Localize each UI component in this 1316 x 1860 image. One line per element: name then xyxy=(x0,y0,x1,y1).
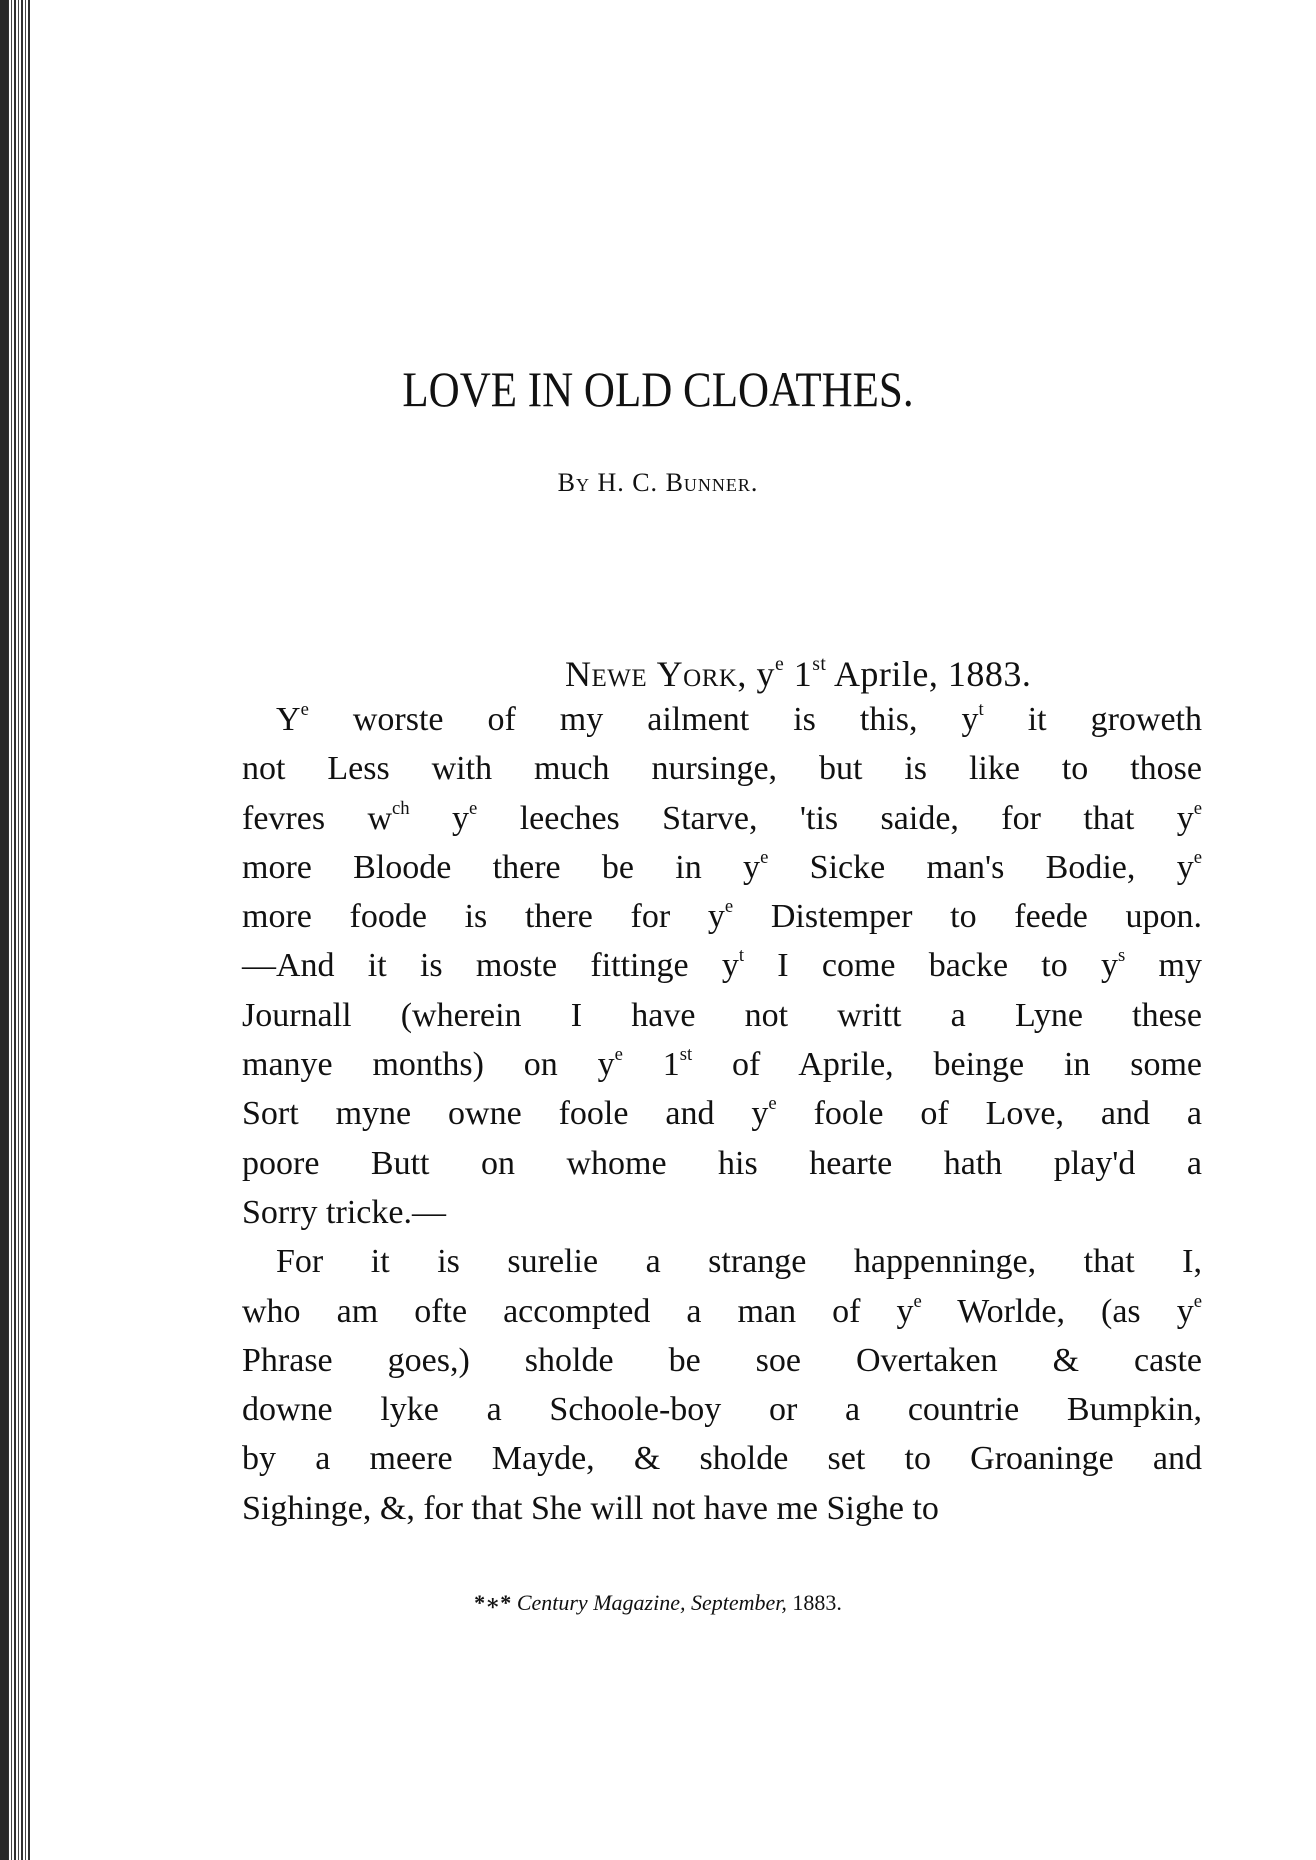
text-run: it groweth xyxy=(983,701,1202,738)
text-line xyxy=(242,1040,1202,1089)
byline-initials: H. C. xyxy=(597,468,659,497)
superscript: e xyxy=(760,846,769,868)
text-run: I come backe to y xyxy=(744,947,1119,985)
text-run: Phrase goes,) sholde be soe Overtaken & caste xyxy=(242,1341,1202,1379)
superscript: e xyxy=(724,896,734,918)
page-title: LOVE IN OLD CLOATHES. xyxy=(402,361,914,417)
text-run: more foode is there for y xyxy=(242,898,725,936)
text-run: who am ofte accompted a man of y xyxy=(242,1292,914,1330)
text-run: Sicke man's Bodie, y xyxy=(768,848,1194,886)
text-run: downe lyke a Schoole-boy or a countrie Bumpkin, xyxy=(242,1391,1202,1429)
text-run: not Less with much nursinge, but is like to those xyxy=(242,750,1202,788)
text-run: foole of Love, and a xyxy=(776,1095,1202,1133)
dateline-ye: y xyxy=(756,654,775,694)
footnote-year: 1883. xyxy=(792,1590,842,1615)
text-run: by a meere Mayde, & sholde set to Groaninge and xyxy=(242,1440,1202,1478)
superscript: ch xyxy=(392,797,410,819)
footnote-source: Century Magazine, September, xyxy=(516,1590,787,1615)
text-run: poore Butt on whome his hearte hath play'd a xyxy=(242,1144,1202,1182)
text-run: more Bloode there be in y xyxy=(242,848,761,886)
text-line xyxy=(242,892,1202,941)
byline-surname-initial: B xyxy=(665,468,684,497)
byline xyxy=(0,468,1316,498)
superscript: e xyxy=(768,1093,777,1115)
dateline-day: 1 xyxy=(793,654,813,694)
text-line xyxy=(242,1336,1202,1385)
text-line xyxy=(242,1139,1202,1188)
paragraph-2 xyxy=(242,1237,1202,1533)
page-binding-edge xyxy=(0,0,30,1860)
text-line xyxy=(242,843,1202,892)
text-run: Sorry tricke.— xyxy=(242,1193,446,1231)
superscript: e xyxy=(614,1044,623,1066)
byline-prefix-initial: B xyxy=(557,468,576,497)
dateline-ye-sup: e xyxy=(774,653,785,676)
text-line xyxy=(242,991,1202,1040)
text-run: fevres w xyxy=(242,799,393,837)
footnote-mark: *∗* xyxy=(474,1590,512,1615)
text-run: Sort myne owne foole and y xyxy=(242,1095,769,1133)
dateline xyxy=(565,653,1031,695)
byline-prefix-rest: y xyxy=(575,468,590,497)
superscript: st xyxy=(679,1044,693,1066)
text-line xyxy=(242,695,1202,744)
text-run: —And it is moste fittinge y xyxy=(242,947,739,985)
superscript: s xyxy=(1118,945,1126,967)
text-line xyxy=(242,1188,1202,1237)
dateline-day-sup: st xyxy=(812,653,827,676)
body-text xyxy=(242,695,1202,1533)
text-line xyxy=(242,1287,1202,1336)
text-line xyxy=(242,1385,1202,1434)
superscript: e xyxy=(469,797,478,819)
text-line xyxy=(242,941,1202,990)
dateline-place-initial: N xyxy=(565,654,592,694)
superscript: e xyxy=(1193,1290,1202,1312)
superscript: e xyxy=(913,1290,922,1312)
superscript: e xyxy=(1193,846,1202,868)
text-run: my xyxy=(1125,947,1203,985)
text-run: y xyxy=(409,799,470,837)
text-run: 1 xyxy=(622,1046,680,1084)
text-line xyxy=(242,1237,1202,1286)
text-run: Worlde, (as y xyxy=(921,1292,1194,1330)
footnote xyxy=(0,1590,1316,1616)
superscript: t xyxy=(978,699,984,721)
text-run: Sighinge, &, for that She will not have me Sighe to xyxy=(242,1489,939,1527)
byline-surname-rest: unner. xyxy=(683,468,759,497)
paragraph-1 xyxy=(242,695,1202,1237)
text-line xyxy=(242,1434,1202,1483)
text-run: manye months) on y xyxy=(242,1046,615,1084)
text-run: Journall (wherein I have not writt a Lyne these xyxy=(242,996,1202,1034)
dateline-place-rest: ewe xyxy=(591,654,657,694)
text-run: Y xyxy=(276,701,301,738)
text-line xyxy=(242,1089,1202,1138)
text-line xyxy=(242,794,1202,843)
text-run: Distemper to feede upon. xyxy=(733,898,1203,936)
text-run: For it is surelie a strange happenninge, that I, xyxy=(276,1243,1202,1281)
dateline-place2-rest: ork, xyxy=(683,654,747,694)
dateline-month-year: Aprile, 1883. xyxy=(833,654,1032,694)
text-line xyxy=(242,1484,1202,1533)
text-line xyxy=(242,744,1202,793)
text-run: worste of my ailment is this, y xyxy=(308,701,979,738)
text-run: of Aprile, beinge in some xyxy=(692,1046,1203,1084)
dateline-place2-initial: Y xyxy=(656,654,684,694)
text-run: leeches Starve, 'tis saide, for that y xyxy=(477,799,1194,837)
superscript: e xyxy=(300,699,309,721)
superscript: e xyxy=(1193,797,1203,819)
superscript: t xyxy=(738,945,745,967)
